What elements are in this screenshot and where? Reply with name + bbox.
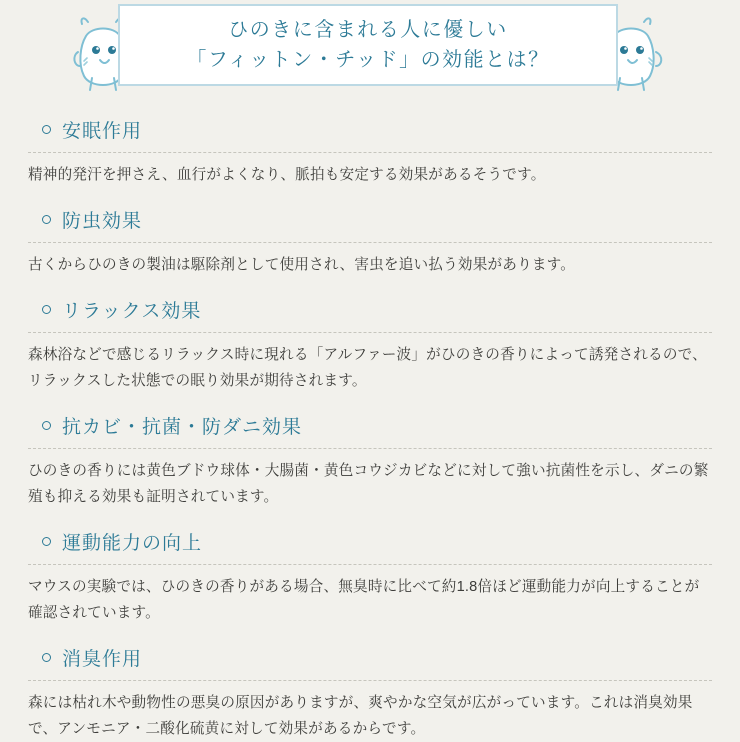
section-title-text: 運動能力の向上 — [62, 533, 203, 554]
benefits-list — [0, 104, 740, 742]
circle-bullet-icon — [42, 421, 51, 430]
section-title — [42, 296, 712, 323]
section-title-text: リラックス効果 — [62, 301, 202, 322]
dashed-divider — [28, 332, 712, 333]
section-body: マウスの実験では、ひのきの香りがある場合、無臭時に比べて約1.8倍ほど運動能力が向上することが確認されています。 — [28, 579, 700, 621]
section-body: 森には枯れ木や動物性の悪臭の原因がありますが、爽やかな空気が広がっています。これは消臭効果で、アンモニア・二酸化硫黄に対して効果があるからです。 — [28, 695, 693, 737]
circle-bullet-icon — [42, 653, 51, 662]
dashed-divider — [28, 564, 712, 565]
section-title-text: 消臭作用 — [62, 649, 143, 670]
circle-bullet-icon — [42, 305, 51, 314]
benefit-section — [28, 412, 712, 510]
section-title — [42, 206, 712, 233]
dashed-divider — [28, 152, 712, 153]
benefit-section — [28, 528, 712, 626]
section-title — [42, 412, 712, 439]
section-title-text: 安眠作用 — [62, 121, 143, 142]
benefit-section — [28, 644, 712, 742]
title-banner — [118, 4, 618, 86]
section-title-text: 防虫効果 — [62, 211, 143, 232]
section-body: ひのきの香りには黄色ブドウ球体・大腸菌・黄色コウジカビなどに対して強い抗菌性を示し、ダニの繁殖も抑える効果も証明されています。 — [28, 463, 709, 505]
dashed-divider — [28, 448, 712, 449]
section-body: 森林浴などで感じるリラックス時に現れる「アルファー波」がひのきの香りによって誘発されるので、リラックスした状態での眠り効果が期待されます。 — [28, 347, 707, 389]
circle-bullet-icon — [42, 215, 51, 224]
benefit-section — [28, 116, 712, 188]
dashed-divider — [28, 680, 712, 681]
benefit-section — [28, 206, 712, 278]
section-title — [42, 528, 712, 555]
dashed-divider — [28, 242, 712, 243]
section-title — [42, 116, 712, 143]
circle-bullet-icon — [42, 537, 51, 546]
circle-bullet-icon — [42, 125, 51, 134]
page-title-line-1: ひのきに含まれる人に優しい — [228, 19, 508, 41]
page-header — [0, 0, 740, 104]
section-body: 精神的発汗を押さえ、血行がよくなり、脈拍も安定する効果があるそうです。 — [28, 167, 546, 183]
benefit-section — [28, 296, 712, 394]
page-title-line-2: 「フィットン・チッド」の効能とは？ — [186, 49, 550, 71]
section-title — [42, 644, 712, 671]
section-body: 古くからひのきの製油は駆除剤として使用され、害虫を追い払う効果があります。 — [28, 257, 576, 273]
section-title-text: 抗カビ・抗菌・防ダニ効果 — [62, 417, 303, 438]
